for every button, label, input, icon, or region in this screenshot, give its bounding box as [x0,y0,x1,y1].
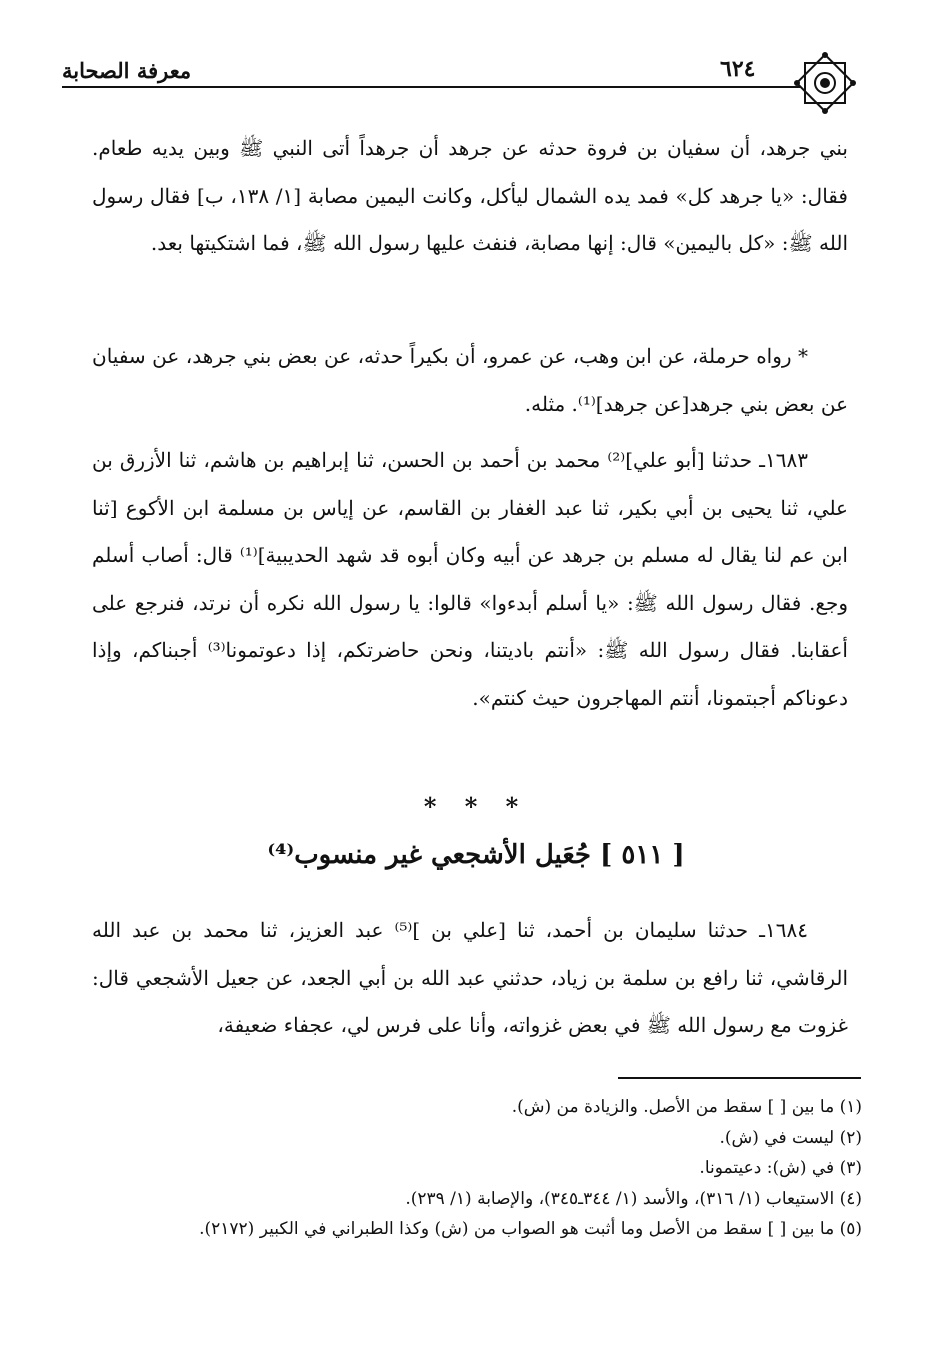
paragraph-hadith-1684: ١٦٨٤ـ حدثنا سليمان بن أحمد، ثنا [علي بن ]⁽⁵⁾ عبد العزيز، ثنا محمد بن عبد الله الرقاشي، ثنا رافع بن سلمة بن زياد، حدثني عبد الله بن أبي الجعد، عن جعيل الأشجعي قال: غزوت مع رسول الله ﷺ في بعض غزواته، وأنا على فرس لي، عجفاء ضعيفة، [92,918,848,1037]
footnote-rule [618,1077,861,1079]
footnote: (٤) الاستيعاب (١/ ٣١٦)، والأسد (١/ ٣٤٤ـ٣٤٥)، والإصابة (١/ ٢٣٩). [405,1188,862,1209]
section-title: [ ٥١١ ] جُعَيل الأشجعي غير منسوب⁽⁴⁾ [267,840,685,870]
header-rule [62,86,800,88]
paragraph-hadith-1683: ١٦٨٣ـ حدثنا [أبو علي]⁽²⁾ محمد بن أحمد بن الحسن، ثنا إبراهيم بن هاشم، ثنا الأزرق بن علي، ثنا يحيى بن أبي بكير، ثنا عبد الغفار بن القاسم، عن إياس بن مسلمة ابن الأكوع [ثنا ابن عم لنا يقال له مسلم بن جرهد عن أبيه وكان أبوه قد شهد الحديبية]⁽¹⁾ قال: أصاب أسلم وجع. فقال رسول الله ﷺ: «يا أسلم أبدءوا» قالوا: يا رسول الله نكره أن نرتد، فنرجع على أعقابنا. فقال رسول الله ﷺ: «أنتم باديتنا، ونحن حاضرتكم، إذا دعوتمونا⁽³⁾ أجبناكم، وإذا دعوناكم أجبتمونا، أنتم المهاجرون حيث كنتم». [92,448,848,710]
footnote: (٥) ما بين [ ] سقط من الأصل وما أثبت هو الصواب من (ش) وكذا الطبراني في الكبير (٢١٧٢). [199,1219,862,1239]
ornament-icon [790,48,860,118]
footnote: (١) ما بين [ ] سقط من الأصل. والزيادة من (ش). [511,1097,862,1117]
footnotes [92,1092,862,1245]
footnote: (٣) في (ش): دعيتمونا. [699,1158,862,1178]
paragraph-narration-note: * رواه حرملة، عن ابن وهب، عن عمرو، أن بكيراً حدثه، عن بعض بني جرهد، عن سفيان عن بعض بني جرهد[عن جرهد]⁽¹⁾. مثله. [92,344,848,416]
page-number: ٦٢٤ [720,56,756,82]
section-separator: * * * [423,792,529,821]
footnote: (٢) ليست في (ش). [719,1127,862,1148]
running-title: معرفة الصحابة [62,58,192,83]
paragraph-hadith-continuation: بني جرهد، أن سفيان بن فروة حدثه عن جرهد أن جرهداً أتى النبي ﷺ وبين يديه طعام. فقال: «يا جرهد كل» فمد يده الشمال ليأكل، وكانت اليمين مصابة [١/ ١٣٨، ب] فقال رسول الله ﷺ: «كل باليمين» قال: إنها مصابة، فنفث عليها رسول الله ﷺ، فما اشتكيتها بعد. [92,136,848,255]
